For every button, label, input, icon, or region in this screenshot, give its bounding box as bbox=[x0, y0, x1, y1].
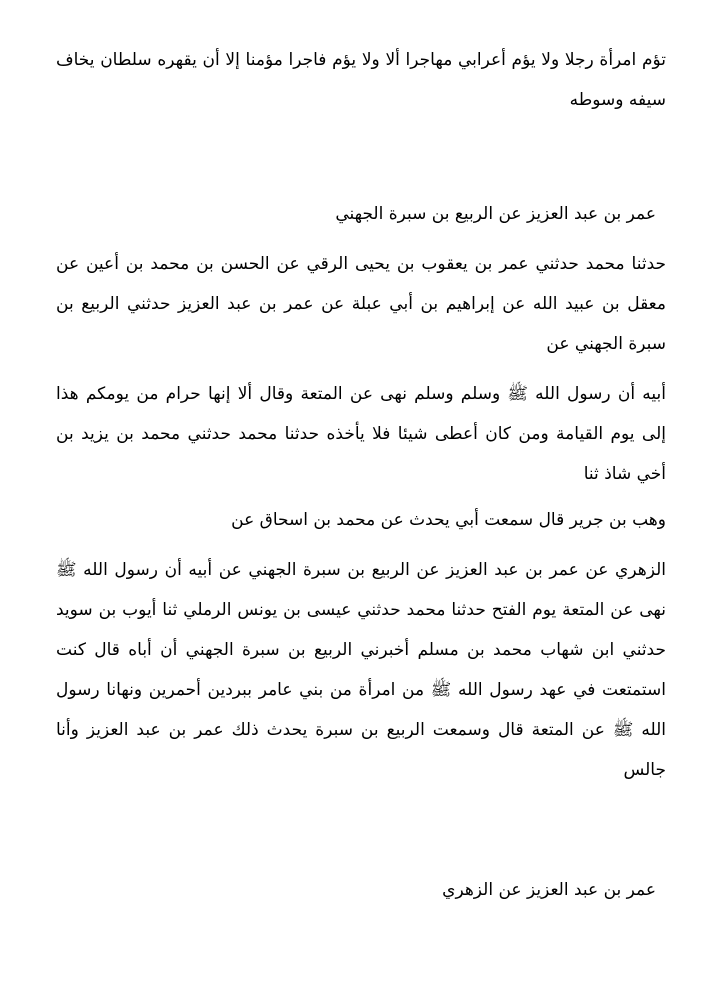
paragraph-matn-1: أبيه أن رسول الله ﷺ وسلم وسلم نهى عن المتعة وقال ألا إنها حرام من يومكم هذا إلى يوم القيامة ومن كان أعطى شيئا فلا يأخذه حدثنا محمد حدثني محمد بن يزيد بن أخي شاذ ثنا bbox=[56, 384, 666, 484]
paragraph-closing-hadith: تؤم امرأة رجلا ولا يؤم أعرابي مهاجرا ألا ولا يؤم فاجرا مؤمنا إلا أن يقهره سلطان يخاف سيفه وسوطه bbox=[56, 50, 666, 110]
paragraph-isnad-2: وهب بن جرير قال سمعت أبي يحدث عن محمد بن اسحاق عن bbox=[231, 510, 666, 530]
spacer bbox=[56, 790, 666, 870]
spacer bbox=[56, 120, 666, 194]
section-heading-rabi: عمر بن عبد العزيز عن الربيع بن سبرة الجهني bbox=[335, 204, 656, 224]
section-heading-zuhri: عمر بن عبد العزيز عن الزهري bbox=[442, 880, 656, 900]
spacer bbox=[56, 540, 666, 550]
paragraph-matn-2: الزهري عن عمر بن عبد العزيز عن الربيع بن سبرة الجهني عن أبيه أن رسول الله ﷺ نهى عن المتعة يوم الفتح حدثنا محمد حدثني عيسى بن يونس الرملي ثنا أيوب بن سويد حدثني ابن شهاب محمد بن مسلم أخبرني الربيع بن سبرة الجهني أن أباه قال كنت استمتعت في عهد رسول الله ﷺ من امرأة من بني عامر ببردين أحمرين ونهانا رسول الله ﷺ عن المتعة قال وسمعت الربيع بن سبرة يحدث ذلك عمر بن عبد العزيز وأنا جالس bbox=[56, 560, 666, 780]
paragraph-isnad-1: حدثنا محمد حدثني عمر بن يعقوب بن يحيى الرقي عن الحسن بن محمد بن أعين عن معقل بن عبيد الله عن إبراهيم بن أبي عبلة عن عمر بن عبد العزيز حدثني الربيع بن سبرة الجهني عن bbox=[56, 254, 666, 354]
spacer bbox=[56, 364, 666, 374]
document-page bbox=[56, 40, 666, 980]
spacer bbox=[56, 234, 666, 244]
